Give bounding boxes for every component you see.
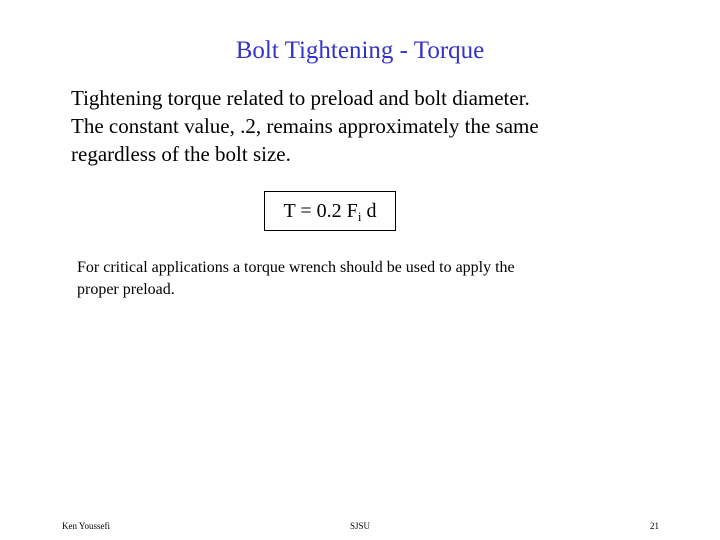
footer-author: Ken Youssefi (62, 521, 111, 531)
formula-rhs: d (361, 200, 377, 222)
footer-page-number: 21 (650, 521, 659, 531)
body-line-3: regardless of the bolt size. (71, 142, 291, 166)
note-line-1: For critical applications a torque wrench should be used to apply the (77, 259, 515, 276)
note-line-2: proper preload. (77, 281, 175, 298)
torque-formula-box (264, 191, 396, 231)
body-paragraph (71, 84, 651, 168)
formula-subscript: i (357, 209, 362, 224)
body-line-1: Tightening torque related to preload and bolt diameter. (71, 86, 530, 110)
footer-institution: SJSU (349, 521, 370, 531)
formula-lhs: T = 0.2 F (283, 200, 358, 222)
slide-title: Bolt Tightening - Torque (235, 37, 485, 64)
body-line-2: The constant value, .2, remains approximately the same (71, 114, 539, 138)
note-paragraph (77, 257, 657, 301)
